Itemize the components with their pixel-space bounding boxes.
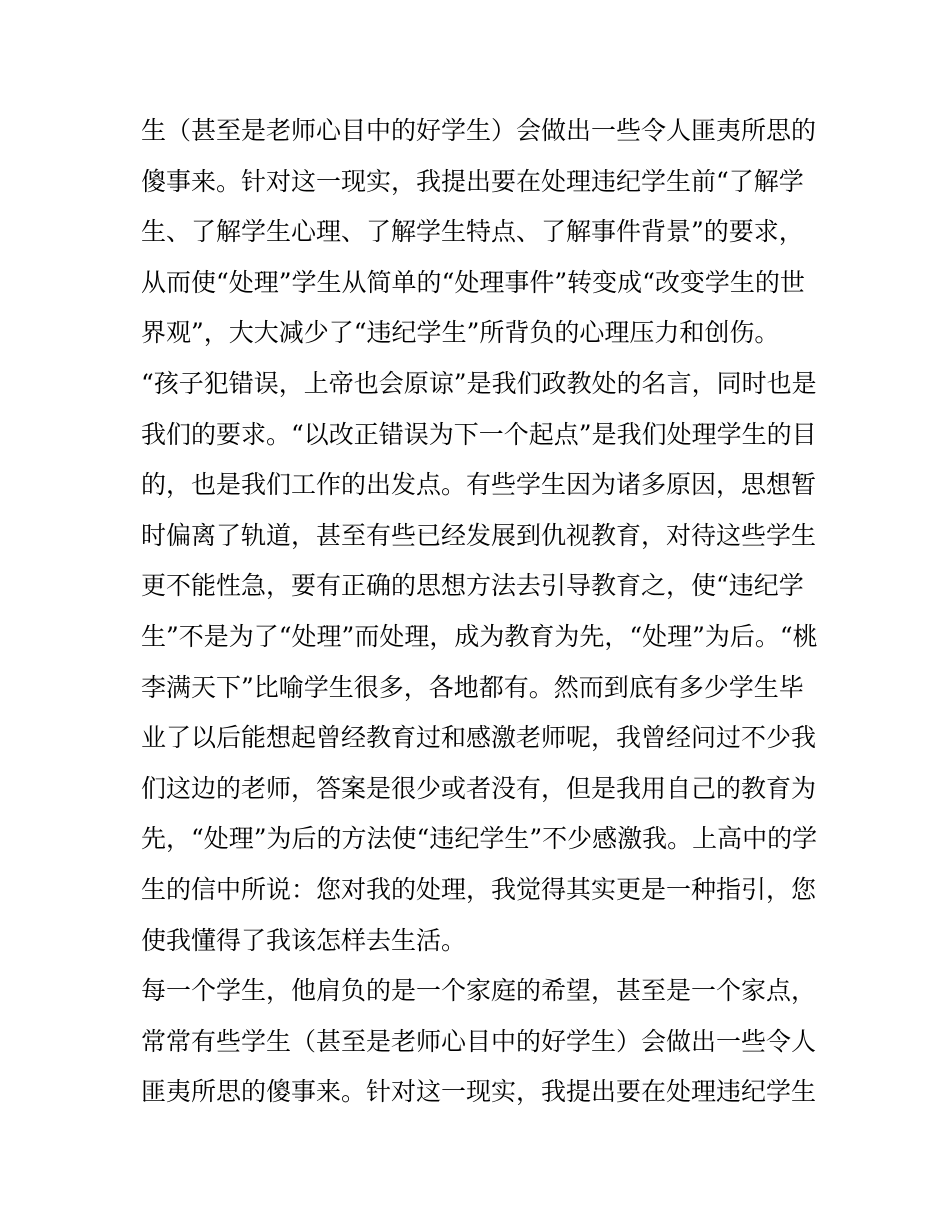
text-line: 生（甚至是老师心目中的好学生）会做出一些令人匪夷所思的: [141, 116, 817, 145]
text-line: 常常有些学生（甚至是老师心目中的好学生）会做出一些令人: [141, 1026, 817, 1056]
text-line: 更不能性急，要有正确的思想方法去引导教育之，使“违纪学: [141, 571, 804, 601]
text-line: 时偏离了轨道，甚至有些已经发展到仇视教育，对待这些学生: [141, 520, 817, 550]
text-line: 李满天下”比喻学生很多，各地都有。然而到底有多少学生毕: [141, 672, 804, 702]
text-line: 傻事来。针对这一现实，我提出要在处理违纪学生前“了解学: [141, 166, 804, 196]
text-line: 业了以后能想起曾经教育过和感激老师呢，我曾经问过不少我: [141, 723, 817, 753]
text-line: 匪夷所思的傻事来。针对这一现实，我提出要在处理违纪学生: [141, 1077, 817, 1107]
text-line: 们这边的老师，答案是很少或者没有，但是我用自己的教育为: [141, 773, 817, 803]
text-line: “孩子犯错误，上帝也会原谅”是我们政教处的名言，同时也是: [141, 368, 817, 398]
text-line: 先，“处理”为后的方法使“违纪学生”不少感激我。上高中的学: [141, 824, 818, 854]
text-line: 我们的要求。“以改正错误为下一个起点”是我们处理学生的目: [141, 419, 817, 449]
text-line: 界观”，大大减少了“违纪学生”所背负的心理压力和创伤。: [141, 318, 780, 348]
text-line: 生的信中所说：您对我的处理，我觉得其实更是一种指引，您: [141, 874, 817, 904]
text-line: 的，也是我们工作的出发点。有些学生因为诸多原因，思想暂: [141, 470, 817, 500]
text-line: 生、了解学生心理、了解学生特点、了解事件背景”的要求，: [141, 217, 804, 247]
text-line: 从而使“处理”学生从简单的“处理事件”转变成“改变学生的世: [141, 267, 805, 297]
text-line: 生”不是为了“处理”而处理，成为教育为先，“处理”为后。“桃: [141, 621, 818, 651]
text-line: 使我懂得了我该怎样去生活。: [141, 925, 467, 955]
body-text: [141, 106, 821, 1118]
text-line: 每一个学生，他肩负的是一个家庭的希望，甚至是一个家点，: [141, 976, 817, 1006]
